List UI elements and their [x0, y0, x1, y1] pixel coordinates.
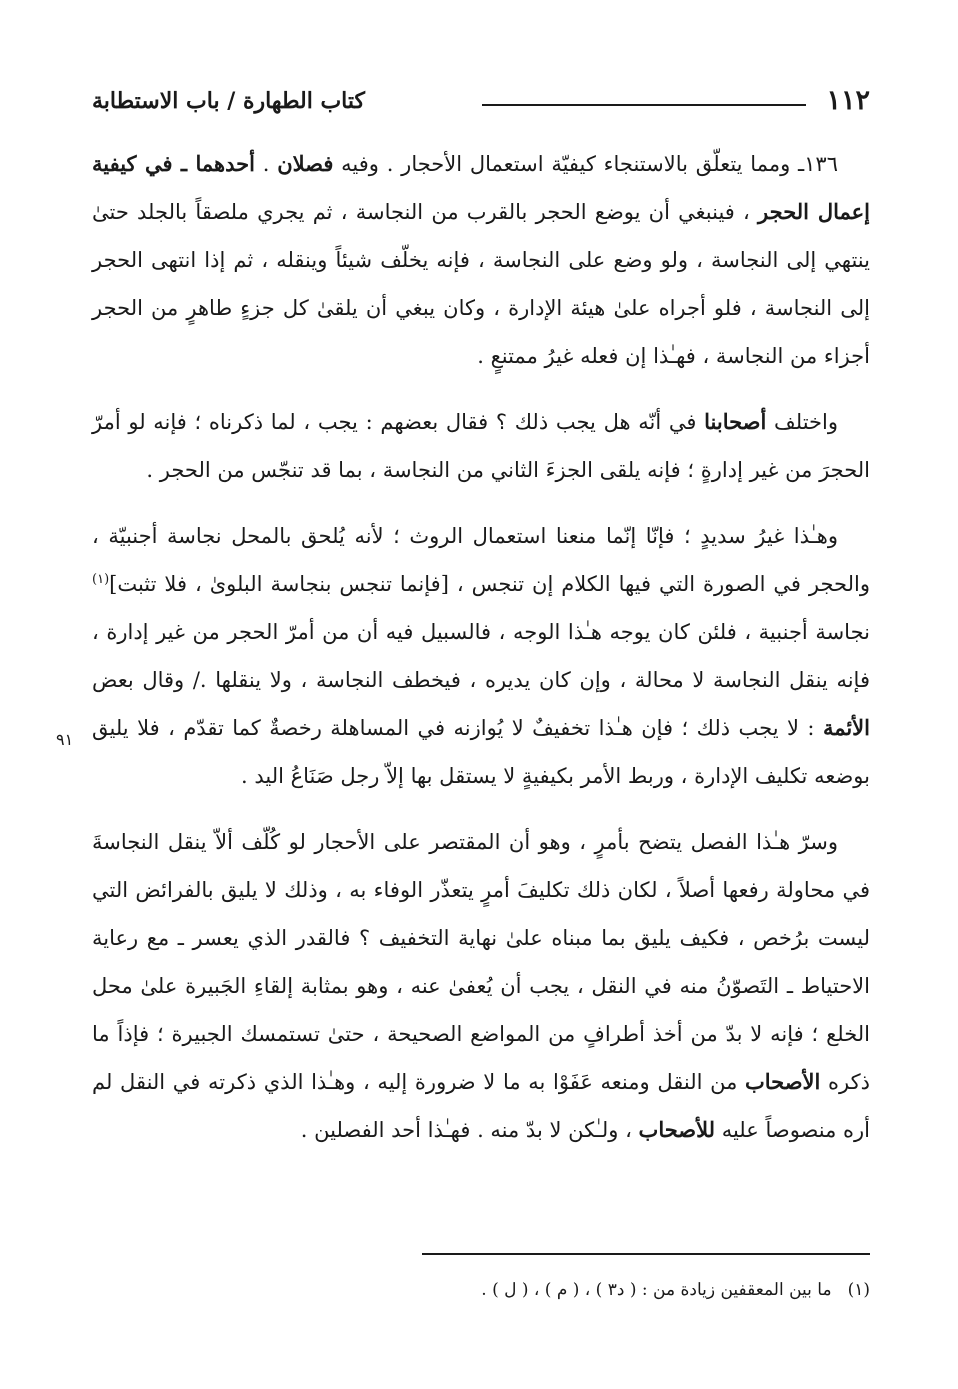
footnote-text: ما بين المعقفين زيادة من : ( د٣ ) ، ( م ) ، ( ل ) . — [481, 1280, 832, 1300]
page-header — [92, 84, 870, 124]
paragraph-2-text: في أنّه هل يجب ذلك ؟ فقال بعضهم : يجب ، لما ذكرناه ؛ فإنه لو أمرّ الحجرَ من غير إدارةٍ ؛ فإنه يلقى الجزءَ الثاني من النجاسة ، بما قد تنجّس من الحجر . — [92, 410, 870, 482]
paragraph-1 — [92, 140, 870, 380]
paragraph-2-text: واختلف — [766, 410, 838, 434]
paragraph-1-text: ، فينبغي أن يوضع الحجر بالقرب من النجاسة ، ثم يجري ملصقاً بالجلد حتىٰ ينتهي إلى النجاسة ، ولو وضع على النجاسة ، فإنه يخلّف شيئاً وينقله ، ثم إذا انتهى الحجر إلى النجاسة ، فلو أجراه علىٰ هيئة الإدارة ، وكان يبغي أن يلقىٰ كل جزءٍ طاهرٍ من الحجر أجزاء من النجاسة ، فهـٰذا إن فعله غيرُ ممتنعٍ . — [92, 200, 870, 368]
paragraph-3 — [92, 512, 870, 800]
paragraph-4 — [92, 818, 870, 1154]
paragraph-1-text: . — [254, 152, 278, 176]
footnote-reference[interactable]: (١) — [92, 572, 110, 587]
running-title: كتاب الطهارة / باب الاستطابة — [92, 88, 365, 114]
bold-term: فصلان — [277, 151, 334, 176]
paragraph-3-text: : لا يجب ذلك ؛ فإن هـٰذا تخفيفٌ لا يُوازنه في المساهلة رخصةٌ كما تقدّم ، فلا يليق بوضعه تكليف الإدارة ، وربط الأمر بكيفيةٍ لا يستقل بها إلاّ رجل صَنَاعُ اليد . — [92, 716, 870, 788]
paragraph-3-text: نجاسة أجنبية ، فلئن كان يوجه هـٰذا الوجه ، فالسبيل فيه أن من أمرّ الحجر من غير إدارة ، فإنه ينقل النجاسة لا محالة ، وإن كان يديره ، فيخطف النجاسة ، ولا ينقلها ./ وقال بعض — [92, 620, 870, 692]
paragraph-3-text: وهـٰذا غيرُ سديدٍ ؛ فإنّا إنّما منعنا استعمال الروث ؛ لأنه يُلحق بالمحل نجاسة أجنبيّة ، والحجر في الصورة التي فيها الكلام إن تنجس ، [فإنما تنجس بنجاسة البلوىٰ ، فلا تثبت] — [92, 524, 870, 596]
footnote-separator — [422, 1253, 870, 1255]
main-text — [92, 140, 870, 1172]
paragraph-2 — [92, 398, 870, 494]
section-heading: أحدهما ـ في كيفية إعمال الحجر — [92, 151, 870, 224]
bold-term: للأصحاب — [638, 1117, 716, 1142]
paragraph-4-text: من النقل ومنعه عَفَوْا به ما لا ضرورة إليه ، وهـٰذا الذي ذكرته في النقل لم أره منصوصاً عليه — [92, 1070, 870, 1142]
bold-term: الأصحاب — [745, 1069, 821, 1094]
page-number: ١١٢ — [826, 85, 870, 116]
header-rule — [482, 104, 806, 106]
bold-term: أصحابنا — [704, 409, 767, 434]
footnote-mark: (١) — [847, 1280, 870, 1300]
footnote — [92, 1276, 870, 1304]
paragraph-4-text: وسرّ هـٰذا الفصل يتضح بأمرٍ ، وهو أن المقتصر على الأحجار لو كُلّف ألاّ ينقل النجاسةَ في محاولة رفعها أصلاً ، لكان ذلك تكليفَ أمرٍ يتعذّر الوفاء به ، وذلك لا يليق بالفرائض التي ليست برُخص ، فكيف يليق بما مبناه علىٰ نهاية التخفيف ؟ فالقدر الذي يعسر ـ مع رعاية الاحتياط ـ التَصوّنُ منه في النقل ، يجب أن يُعفىٰ عنه ، وهو بمثابة إلقاءِ الجَبيرة علىٰ محل الخلع ؛ فإنه لا بدّ من أخذ أطرافٍ من المواضع الصحيحة ، حتىٰ تستمسك الجبيرة ؛ فإذاً ما ذكره — [92, 830, 870, 1094]
paragraph-1-text: ١٣٦ـ ومما يتعلّق بالاستنجاء كيفيّة استعمال الأحجار . وفيه — [333, 152, 838, 176]
paragraph-4-text: ، ولـٰكن لا بدّ منه . فهـٰذا أحد الفصلين . — [300, 1118, 639, 1142]
bold-term: الأئمة — [822, 715, 870, 740]
manuscript-folio-number: ٩١ — [56, 730, 74, 749]
